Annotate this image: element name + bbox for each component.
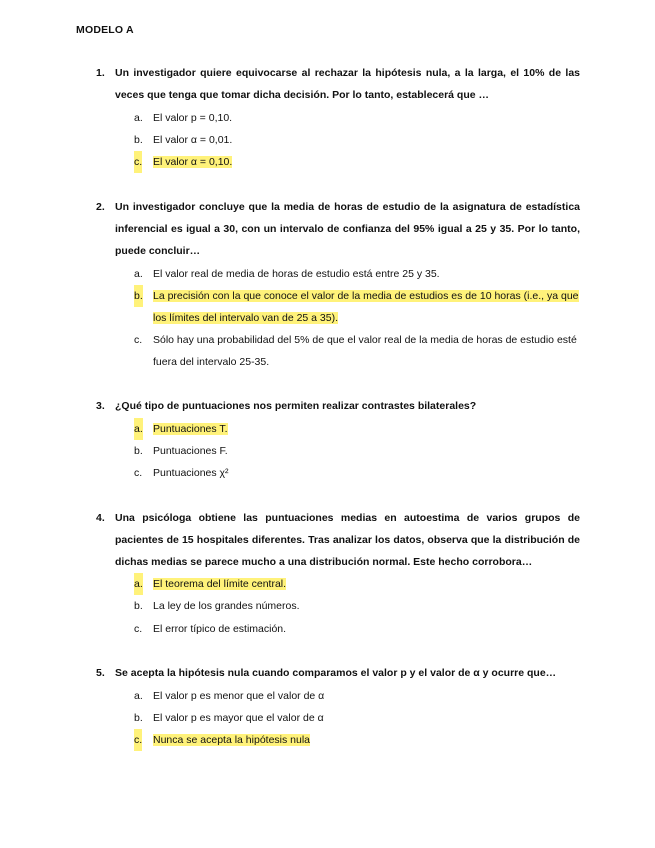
option-text: Puntuaciones T. [153,423,228,435]
q5-option-c [134,729,586,751]
option-letter: a. [134,418,143,440]
option-letter: a. [134,573,143,595]
question-5 [96,662,580,684]
option-letter: a. [134,690,143,702]
q2-option-b [134,285,586,329]
option-text: El error típico de estimación. [153,623,287,635]
option-text: Puntuaciones χ² [153,467,229,479]
model-title: MODELO A [76,24,134,36]
q1-option-a [134,107,586,129]
option-letter: b. [134,445,143,457]
question-3 [96,395,580,417]
q3-option-a [134,418,586,440]
question-number: 4. [96,512,105,524]
option-letter: a. [134,268,143,280]
question-number: 1. [96,67,105,79]
question-number: 2. [96,201,105,213]
option-text: Sólo hay una probabilidad del 5% de que el valor real de la media de horas de estudio esté fuera del intervalo 25-35. [153,334,577,368]
q1-option-c [134,151,586,173]
option-text: El valor real de media de horas de estudio está entre 25 y 35. [153,268,440,280]
option-letter: c. [134,467,143,479]
question-1 [96,62,580,106]
option-letter: b. [134,285,143,307]
option-letter: b. [134,712,143,724]
option-text: El valor p es menor que el valor de α [153,690,325,702]
q5-option-b [134,707,586,729]
option-text: El valor p = 0,10. [153,112,233,124]
option-letter: a. [134,112,143,124]
question-text: ¿Qué tipo de puntuaciones nos permiten realizar contrastes bilaterales? [115,400,477,412]
question-text: Una psicóloga obtiene las puntuaciones medias en autoestima de varios grupos de pacientes de 15 hospitales diferentes. Tras analizar los datos, observa que la distribución de dichas medias se parece mucho a una distribución normal. Este hecho corrobora… [115,512,580,568]
option-text: El valor α = 0,01. [153,134,233,146]
q3-option-b [134,440,586,462]
question-text: Un investigador quiere equivocarse al rechazar la hipótesis nula, a la larga, el 10% de las veces que tenga que tomar dicha decisión. Por lo tanto, establecerá que … [115,67,580,101]
option-text: La precisión con la que conoce el valor de la media de estudios es de 10 horas (i.e., ya que los límites del intervalo van de 25 a 35). [153,290,579,324]
q3-option-c [134,462,586,484]
option-letter: b. [134,134,143,146]
question-4 [96,507,580,573]
option-text: El valor α = 0,10. [153,156,233,168]
q2-option-c [134,329,586,373]
option-letter: c. [134,623,143,635]
q4-option-c [134,618,586,640]
question-text: Un investigador concluye que la media de horas de estudio de la asignatura de estadística inferencial es igual a 30, con un intervalo de confianza del 95% igual a 25 y 35. Por lo tanto, puede concluir… [115,201,580,257]
option-letter: c. [134,334,143,346]
question-text: Se acepta la hipótesis nula cuando comparamos el valor p y el valor de α y ocurre que… [115,667,557,679]
option-text: La ley de los grandes números. [153,600,300,612]
option-letter: b. [134,600,143,612]
option-text: El valor p es mayor que el valor de α [153,712,324,724]
q2-option-a [134,263,586,285]
option-text: El teorema del límite central. [153,578,287,590]
q1-option-b [134,129,586,151]
option-letter: c. [134,729,142,751]
option-letter: c. [134,151,142,173]
q5-option-a [134,685,586,707]
option-text: Puntuaciones F. [153,445,228,457]
question-number: 3. [96,400,105,412]
question-number: 5. [96,667,105,679]
q4-option-b [134,595,586,617]
question-2 [96,196,580,262]
option-text: Nunca se acepta la hipótesis nula [153,734,311,746]
q4-option-a [134,573,586,595]
